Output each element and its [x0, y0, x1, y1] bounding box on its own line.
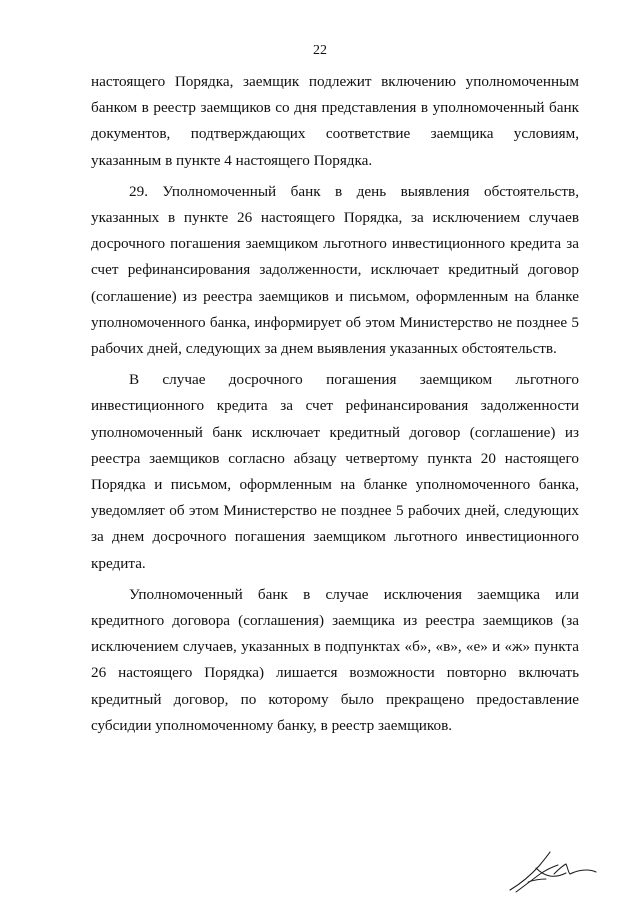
- page-number: 22: [313, 43, 327, 58]
- handwritten-signature: [506, 846, 598, 896]
- paragraph-continuation: настоящего Порядка, заемщик подлежит включению уполномоченным банком в реестр заемщиков со дня представления в уполномоченный банк документов, подтверждающих соответствие заемщика условиям, указанным в пункте 4 настоящего Порядка.: [91, 73, 579, 169]
- body-text: [91, 69, 579, 744]
- paragraph-early-repayment: В случае досрочного погашения заемщиком льготного инвестиционного кредита за счет рефинансирования задолженности уполномоченный банк исключает кредитный договор (соглашение) из реестра заемщиков согласно абзацу четвертому пункта 20 настоящего Порядка и письмом, оформленным на бланке уполномоченного банка, уведомляет об этом Министерство не позднее 5 рабочих дней, следующих за днем досрочного погашения заемщиком льготного инвестиционного кредита.: [91, 371, 579, 572]
- paragraph-exclusion-consequence: Уполномоченный банк в случае исключения заемщика или кредитного договора (соглашения) заемщика из реестра заемщиков (за исключением случаев, указанных в подпунктах «б», «в», «е» и «ж» пункта 26 настоящего Порядка) лишается возможности повторно включать кредитный договор, по которому было прекращено предоставление субсидии уполномоченному банку, в реестр заемщиков.: [91, 585, 579, 734]
- paragraph-29: 29. Уполномоченный банк в день выявления обстоятельств, указанных в пункте 26 настоящего Порядка, за исключением случаев досрочного погашения заемщиком льготного инвестиционного кредита за счет рефинансирования задолженности, исключает кредитный договор (соглашение) из реестра заемщиков и письмом, оформленным на бланке уполномоченного банка, информирует об этом Министерство не позднее 5 рабочих дней, следующих за днем выявления указанных обстоятельств.: [91, 182, 579, 358]
